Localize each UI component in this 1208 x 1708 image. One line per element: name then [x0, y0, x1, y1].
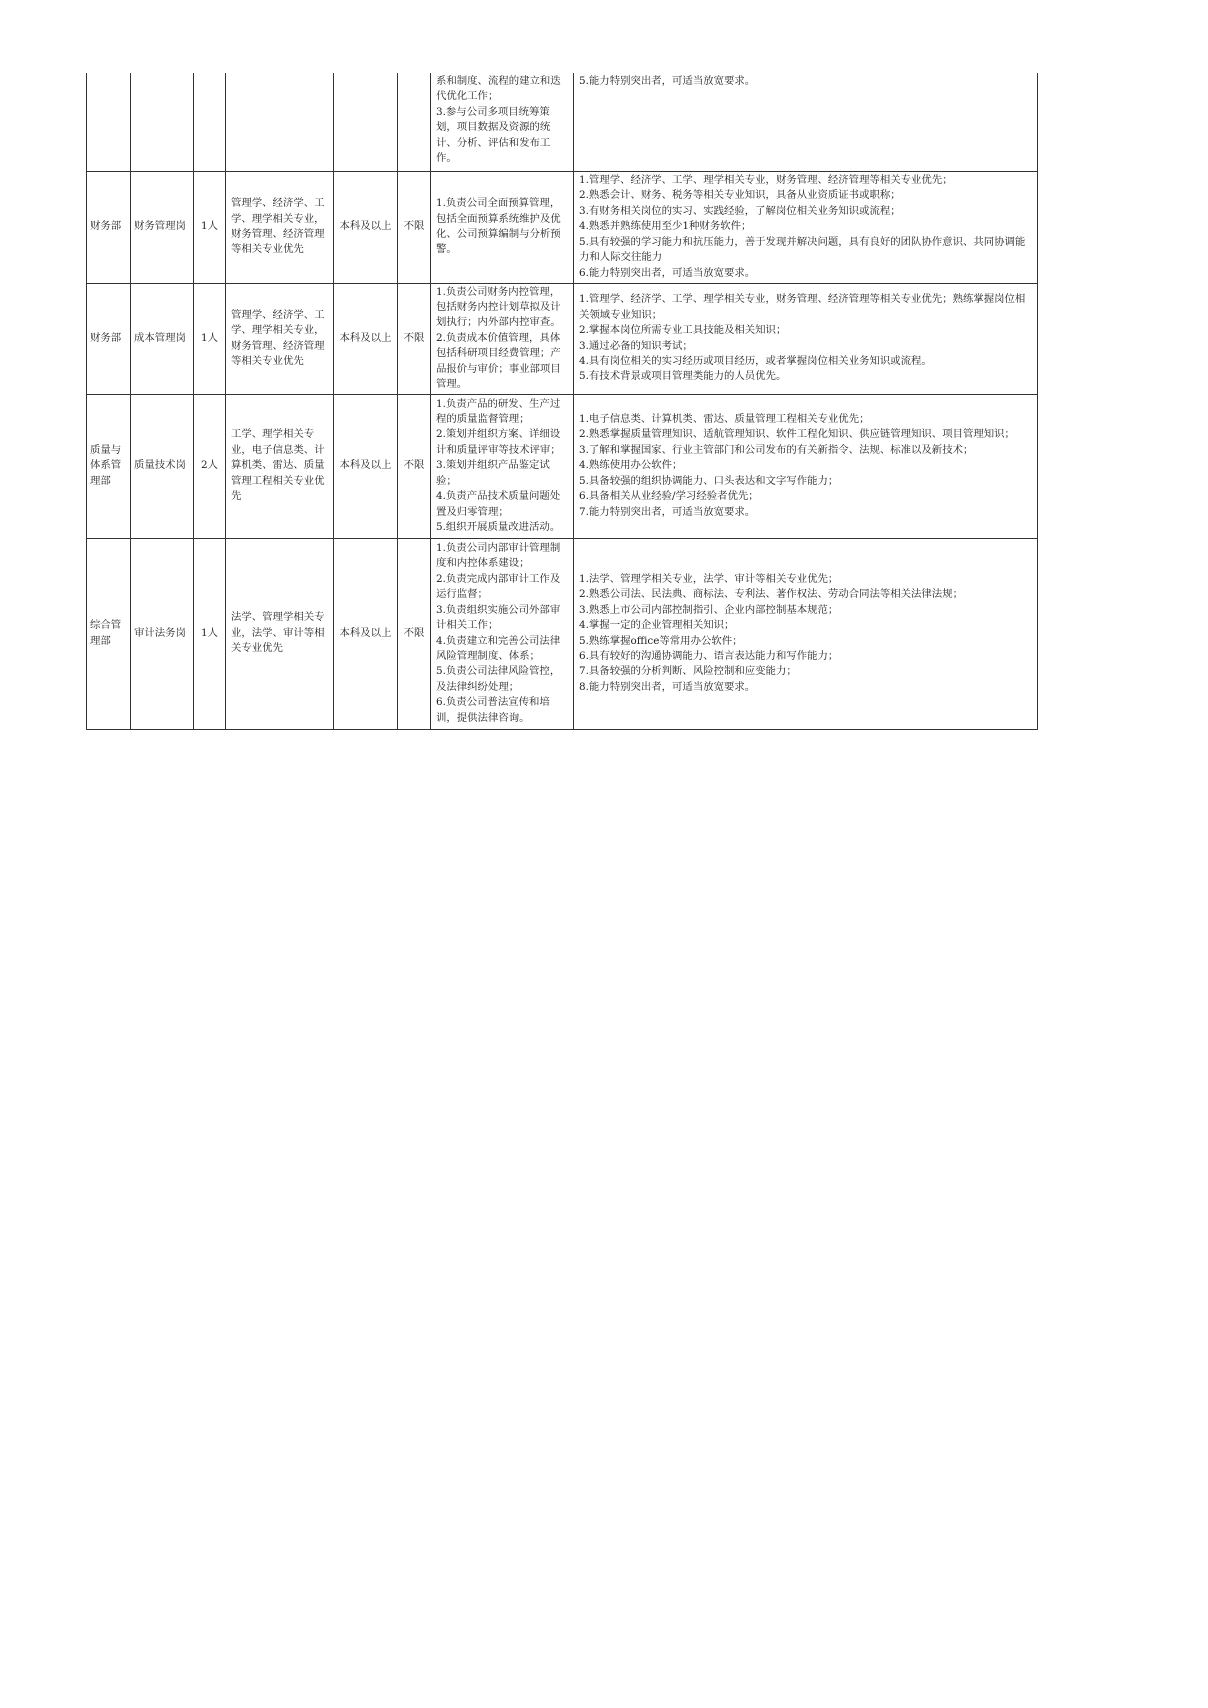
position-cell — [131, 73, 194, 171]
table-row — [87, 283, 1038, 394]
position-cell: 质量技术岗 — [131, 394, 194, 538]
age-cell: 不限 — [398, 283, 431, 394]
duties-cell: 1.负责公司全面预算管理，包括全面预算系统维护及优化、公司预算编制与分析预警。 — [431, 171, 574, 283]
department-cell: 综合管理部 — [87, 538, 131, 729]
position-cell: 审计法务岗 — [131, 538, 194, 729]
table-row — [87, 171, 1038, 283]
major-cell: 法学、管理学相关专业，法学、审计等相关专业优先 — [226, 538, 334, 729]
major-cell: 管理学、经济学、工学、理学相关专业，财务管理、经济管理等相关专业优先 — [226, 283, 334, 394]
department-cell: 质量与体系管理部 — [87, 394, 131, 538]
department-cell — [87, 73, 131, 171]
duties-cell: 系和制度、流程的建立和迭代优化工作； 3.参与公司多项目统筹策划，项目数据及资源的统计、分析、评估和发布工作。 — [431, 73, 574, 171]
table-row — [87, 394, 1038, 538]
duties-cell: 1.负责公司内部审计管理制度和内控体系建设； 2.负责完成内部审计工作及运行监督； 3.负责组织实施公司外部审计相关工作； 4.负责建立和完善公司法律风险管理制度、体系； 5.负责公司法律风险管控，及法律纠纷处理； 6.负责公司普法宣传和培训，提供法律咨询。 — [431, 538, 574, 729]
requirements-cell: 1.电子信息类、计算机类、雷达、质量管理工程相关专业优先； 2.熟悉掌握质量管理知识、适航管理知识、软件工程化知识、供应链管理知识、项目管理知识； 3.了解和掌握国家、行业主管部门和公司发布的有关新指令、法规、标准以及新技术； 4.熟练使用办公软件； 5.具备较强的组织协调能力、口头表达和文字写作能力； 6.具备相关从业经验/学习经验者优先； 7.能力特别突出者，可适当放宽要求。 — [574, 394, 1038, 538]
duties-cell: 1.负责产品的研发、生产过程的质量监督管理； 2.策划并组织方案、详细设计和质量评审等技术评审； 3.策划并组织产品鉴定试验； 4.负责产品技术质量问题处置及归零管理； 5.组织开展质量改进活动。 — [431, 394, 574, 538]
major-cell: 工学、理学相关专业，电子信息类、计算机类、雷达、质量管理工程相关专业优先 — [226, 394, 334, 538]
education-cell: 本科及以上 — [334, 171, 398, 283]
table-row-continuation — [87, 73, 1038, 171]
recruitment-table — [86, 73, 1038, 730]
major-cell: 管理学、经济学、工学、理学相关专业，财务管理、经济管理等相关专业优先 — [226, 171, 334, 283]
department-cell: 财务部 — [87, 283, 131, 394]
headcount-cell: 2人 — [194, 394, 226, 538]
age-cell: 不限 — [398, 394, 431, 538]
education-cell: 本科及以上 — [334, 538, 398, 729]
headcount-cell — [194, 73, 226, 171]
requirements-cell: 5.能力特别突出者，可适当放宽要求。 — [574, 73, 1038, 171]
position-cell: 成本管理岗 — [131, 283, 194, 394]
age-cell: 不限 — [398, 171, 431, 283]
requirements-cell: 1.管理学、经济学、工学、理学相关专业，财务管理、经济管理等相关专业优先； 2.熟悉会计、财务、税务等相关专业知识，具备从业资质证书或职称； 3.有财务相关岗位的实习、实践经验，了解岗位相关业务知识或流程； 4.熟悉并熟练使用至少1种财务软件； 5.具有较强的学习能力和抗压能力，善于发现并解决问题，具有良好的团队协作意识、共同协调能力和人际交往能力 6.能力特别突出者，可适当放宽要求。 — [574, 171, 1038, 283]
headcount-cell: 1人 — [194, 283, 226, 394]
age-cell: 不限 — [398, 538, 431, 729]
education-cell — [334, 73, 398, 171]
duties-cell: 1.负责公司财务内控管理，包括财务内控计划草拟及计划执行；内外部内控审查。 2.负责成本价值管理，具体包括科研项目经费管理；产品报价与审价；事业部项目管理。 — [431, 283, 574, 394]
position-cell: 财务管理岗 — [131, 171, 194, 283]
education-cell: 本科及以上 — [334, 283, 398, 394]
headcount-cell: 1人 — [194, 538, 226, 729]
requirements-cell: 1.管理学、经济学、工学、理学相关专业，财务管理、经济管理等相关专业优先；熟练掌握岗位相关领域专业知识； 2.掌握本岗位所需专业工具技能及相关知识； 3.通过必备的知识考试； 4.具有岗位相关的实习经历或项目经历，或者掌握岗位相关业务知识或流程。 5.有技术背景或项目管理类能力的人员优先。 — [574, 283, 1038, 394]
age-cell — [398, 73, 431, 171]
requirements-cell: 1.法学、管理学相关专业，法学、审计等相关专业优先； 2.熟悉公司法、民法典、商标法、专利法、著作权法、劳动合同法等相关法律法规； 3.熟悉上市公司内部控制指引、企业内部控制基本规范； 4.掌握一定的企业管理相关知识； 5.熟练掌握office等常用办公软件； 6.具有较好的沟通协调能力、语言表达能力和写作能力； 7.具备较强的分析判断、风险控制和应变能力； 8.能力特别突出者，可适当放宽要求。 — [574, 538, 1038, 729]
headcount-cell: 1人 — [194, 171, 226, 283]
major-cell — [226, 73, 334, 171]
department-cell: 财务部 — [87, 171, 131, 283]
table-row — [87, 538, 1038, 729]
education-cell: 本科及以上 — [334, 394, 398, 538]
